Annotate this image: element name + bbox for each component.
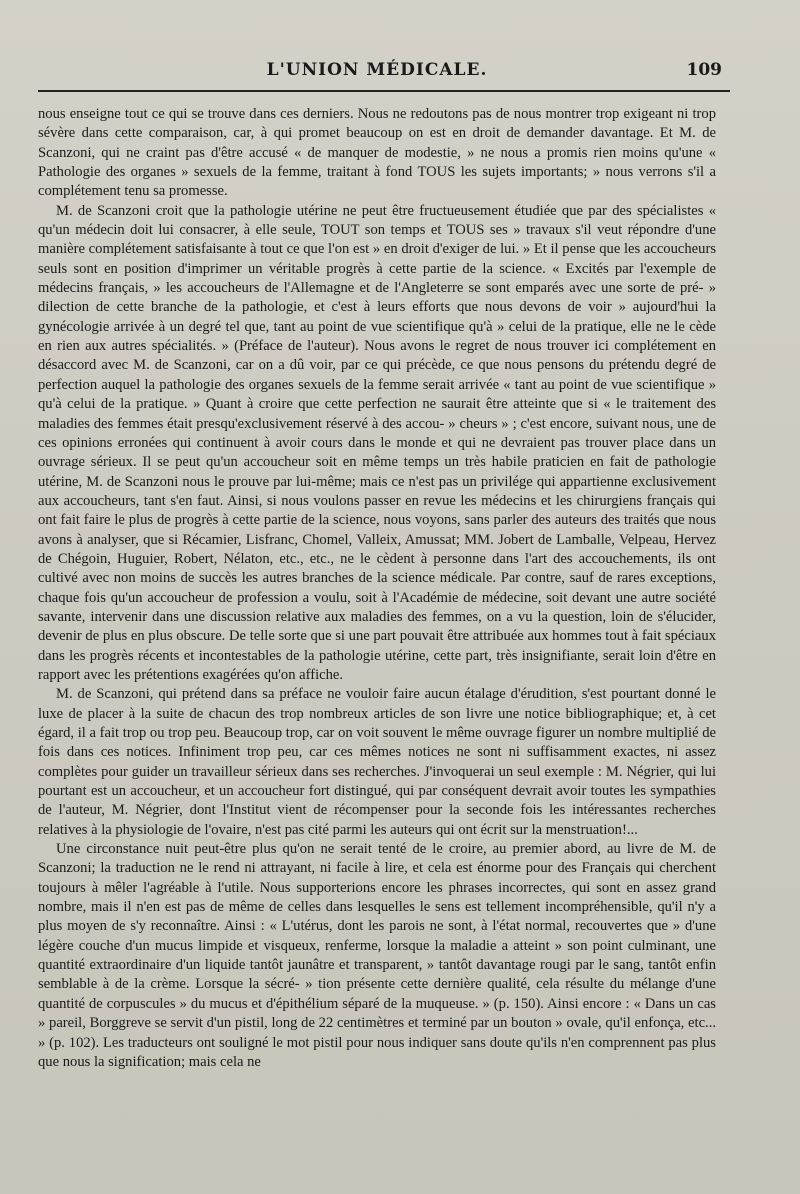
- paragraph-1: nous enseigne tout ce qui se trouve dans ces derniers. Nous ne redoutons pas de nous montrer trop exigeant ni trop sévère dans cette comparaison, car, à qui promet beaucoup on est en droit de demander davantage. Et M. de Scanzoni, qui ne craint pas d'être accusé « de manquer de modestie, » ne nous a promis rien moins qu'une « Pathologie des organes » sexuels de la femme, traitant à fond TOUS les sujets importants; » nous verrons s'il a complétement tenu sa promesse.: [38, 106, 716, 200]
- header-rule: [38, 90, 730, 92]
- page-header: [38, 58, 722, 86]
- paragraph-3: M. de Scanzoni, qui prétend dans sa préface ne vouloir faire aucun étalage d'érudition, s'est pourtant donné le luxe de placer à la suite de chacun des trop nombreux articles de son livre une notice bibliographique; et, à cet égard, il a fait trop ou trop peu. Beaucoup trop, car on voit souvent le même ouvrage figurer un nombre multiplié de fois dans ces notices. Infiniment trop peu, car ces mêmes notices ne sont ni suffisamment exactes, ni assez complètes pour guider un travailleur sérieux dans ses recherches. J'invoquerai un seul exemple : M. Négrier, qui lui pourtant est un accoucheur, et un accoucheur fort distingué, qui par conséquent devrait avoir toutes les sympathies de l'auteur, M. Négrier, dont l'Institut vient de récompenser pour la seconde fois les intéressantes recherches relatives à la physiologie de l'ovaire, n'est pas cité parmi les auteurs qui ont écrit sur la menstruation!...: [38, 686, 716, 838]
- page-number: 109: [686, 60, 722, 80]
- running-title: L'UNION MÉDICALE.: [266, 60, 488, 80]
- paragraph-4: Une circonstance nuit peut-être plus qu'on ne serait tenté de le croire, au premier abord, au livre de M. de Scanzoni; la traduction ne le rend ni attrayant, ni facile à lire, et cela est énorme pour des Français qui cherchent toujours à mêler l'agréable à l'utile. Nous supporterions encore les phrases incorrectes, qui sont en assez grand nombre, mais il n'en est pas de même de celles dans lesquelles le sens est tellement incompréhensible, qu'il n'y a plus moyen de s'y reconnaître. Ainsi : « L'utérus, dont les parois ne sont, à l'état normal, recouvertes que » d'une légère couche d'un mucus limpide et visqueux, renferme, lorsque la maladie a atteint » son point culminant, une quantité extraordinaire d'un liquide tantôt jaunâtre et transparent, » tantôt davantage rougi par le sang, tantôt enfin semblable à de la crème. Lorsque la sécré- » tion présente cette dernière qualité, cela résulte du mélange d'une quantité de corpuscules » du mucus et d'épithélium séparé de la muqueuse. » (p. 150). Ainsi encore : « Dans un cas » pareil, Borggreve se servit d'un pistil, long de 22 centimètres et terminé par un bouton » ovale, qu'il enfonça, etc... » (p. 102). Les traducteurs ont souligné le mot pistil pour nous indiquer sans doute qu'ils n'en comprennent pas plus que nous la signification; mais cela ne: [38, 841, 716, 1070]
- body-text: [38, 105, 716, 1174]
- paragraph-2: M. de Scanzoni croit que la pathologie utérine ne peut être fructueusement étudiée que par des spécialistes « qu'un médecin doit lui consacrer, à elle seule, TOUT son temps et TOUS ses » travaux s'il veut répondre d'une manière complétement satisfaisante à tout ce que l'on est » en droit d'exiger de lui. » Et il pense que les accoucheurs seuls sont en position d'imprimer un véritable progrès à cette partie de la science. « Excités par l'exemple de médecins français, » les accoucheurs de l'Allemagne et de l'Angleterre se sont emparés avec une sorte de pré- » dilection de cette branche de la pathologie, et c'est à leurs efforts que nous devons de voir » aujourd'hui la gynécologie arrivée à un degré tel que, tant au point de vue scientifique qu'à » celui de la pratique, elle ne le cède en rien aux autres spécialités. » (Préface de l'auteur). Nous avons le regret de nous trouver ici complétement en désaccord avec M. de Scanzoni, car on a dû voir, par ce qui précède, ce que nous pensons du prétendu degré de perfection auquel la pathologie des organes sexuels de la femme serait arrivée « tant au point de vue scientifique » qu'à celui de la pratique. » Quant à croire que cette perfection ne saurait être atteinte que si « le traitement des maladies des femmes était presqu'exclusivement réservé à des accou- » cheurs » ; c'est encore, suivant nous, une de ces opinions erronées qui continuent à avoir cours dans le monde et qui ne devraient pas trouver place dans un ouvrage sérieux. Il se peut qu'un accoucheur soit en même temps un très habile praticien en fait de pathologie utérine, M. de Scanzoni nous le prouve par lui-même; mais ce n'est pas un privilége qui appartienne exclusivement aux accoucheurs, tant s'en faut. Ainsi, si nous voulons passer en revue les médecins et les chirurgiens français qui ont fait faire le plus de progrès à cette partie de la science, nous voyons, sans parler des auteurs des traités que nous avons à analyser, que si Récamier, Lisfranc, Chomel, Valleix, Amussat; MM. Jobert de Lamballe, Velpeau, Hervez de Chégoin, Huguier, Robert, Nélaton, etc., etc., ne le cèdent à personne dans l'art des accouchements, ils ont cultivé avec non moins de succès les autres branches de la science médicale. Par contre, sauf de rares exceptions, chaque fois qu'un accoucheur de profession a voulu, soit à l'Académie de médecine, soit devant une autre société savante, intervenir dans une discussion relative aux maladies des femmes, on a vu la question, loin de s'élucider, devenir de plus en plus obscure. De telle sorte que si une part pouvait être attribuée aux hommes tout à fait spéciaux dans les progrès récents et incontestables de la pathologie utérine, cette part, très insignifiante, serait loin d'être en rapport avec les prétentions exagérées qu'on affiche.: [38, 202, 716, 683]
